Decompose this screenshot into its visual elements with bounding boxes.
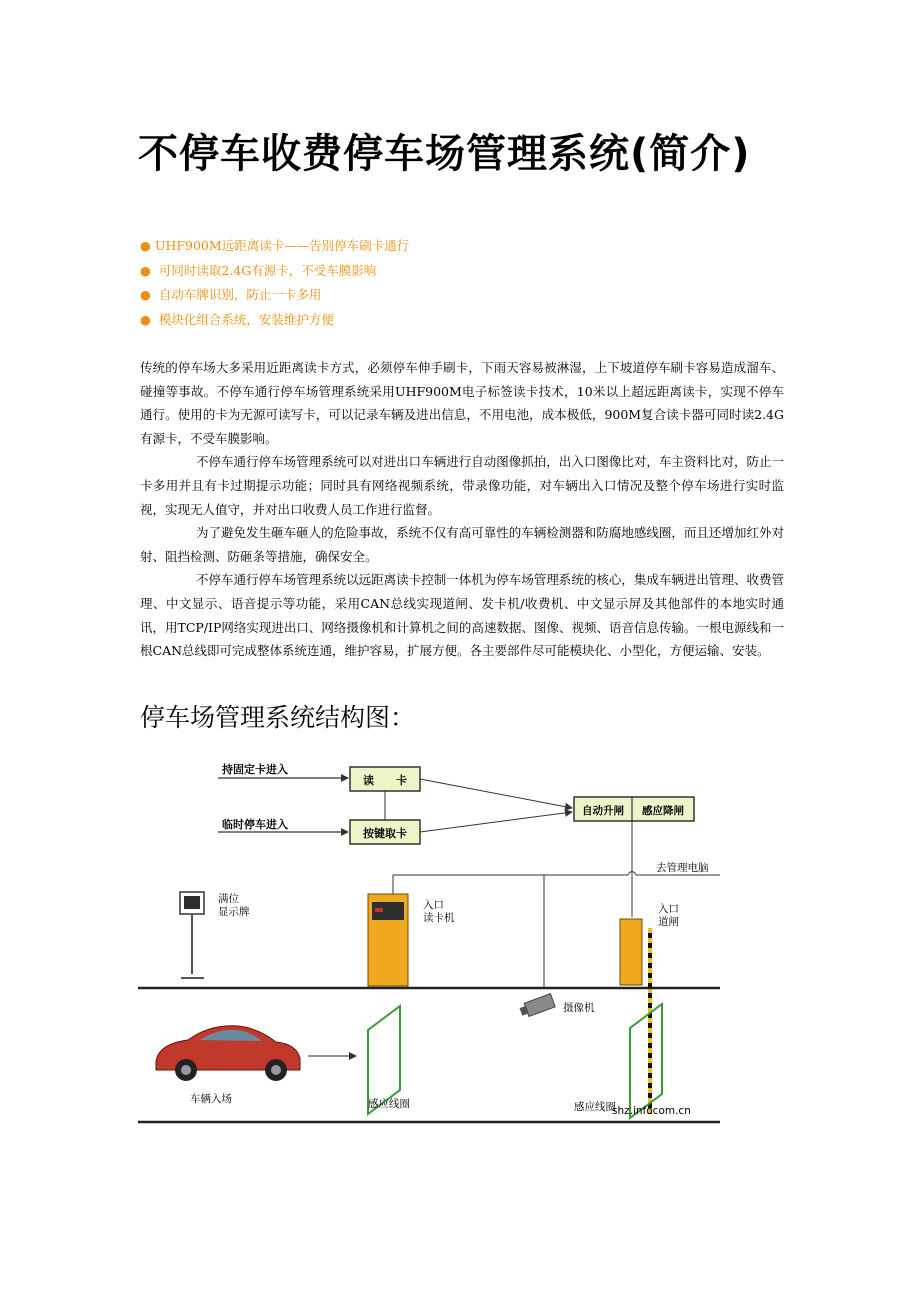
bullet-icon: ● (140, 238, 151, 253)
paragraph: 为了避免发生砸车砸人的危险事故，系统不仅有高可靠性的车辆检测器和防腐地感线圈，而且还增加红外对射、阻挡检测、防砸条等措施，确保安全。 (140, 525, 784, 564)
camera-label: 摄像机 (563, 1002, 595, 1014)
feature-item (140, 283, 409, 308)
structure-diagram (138, 752, 720, 1124)
paragraph: 不停车通行停车场管理系统以远距离读卡控制一体机为停车场管理系统的核心，集成车辆进出管理、收费管理、中文显示、语音提示等功能，采用CAN总线实现道闸、发卡机/收费机、中文显示屏及其他部件的本地实时通讯，用TCP/IP网络实现进出口、网络摄像机和计算机之间的高速数据、图像、视频、语音信息传输。一根电源线和一根CAN总线即可完成整体系统连通，维护容易，扩展方便。各主要部件尽可能模块化、小型化，方便运输、安装。 (140, 572, 784, 659)
auto-gate-label: 自动升闸 (582, 805, 624, 817)
entry-reader-label-2: 读卡机 (423, 912, 455, 924)
feature-item (140, 234, 409, 259)
bullet-icon: ● (140, 287, 151, 302)
section-heading: 停车场管理系统结构图： (140, 703, 416, 732)
page-title: 不停车收费停车场管理系统(简介) (138, 131, 751, 177)
camera-icon (518, 994, 555, 1019)
entry-gate-label-1: 入口 (658, 903, 679, 915)
full-sign-label-1: 满位 (218, 893, 239, 905)
read-card-label: 读 卡 (363, 774, 407, 787)
push-button-label: 按键取卡 (363, 827, 407, 840)
body-text (140, 356, 784, 663)
sense-gate-label: 感应降闸 (642, 805, 684, 817)
button-to-gate-arrow (420, 812, 572, 832)
loop-label-1: 感应线圈 (368, 1098, 410, 1110)
feature-item (140, 259, 409, 284)
induction-loop-2 (630, 1004, 662, 1118)
paragraph: 不停车通行停车场管理系统可以对进出口车辆进行自动图像抓拍，出入口图像比对，车主资料比对，防止一卡多用并且有卡过期提示功能；同时具有网络视频系统，带录像功能，对车辆出入口情况及整个停车场进行实时监视，实现无人值守，并对出口收费人员工作进行监督。 (140, 454, 784, 517)
fixed-card-label: 持固定卡进入 (222, 763, 288, 776)
temp-entry-label: 临时停车进入 (222, 818, 288, 831)
feature-text: UHF900M远距离读卡——告别停车刷卡通行 (154, 238, 410, 253)
bullet-icon: ● (140, 262, 151, 278)
feature-text: 可同时读取2.4G有源卡，不受车膜影响 (154, 262, 377, 278)
feature-item (140, 308, 409, 333)
full-sign-screen (184, 896, 200, 909)
vehicle-in-label: 车辆入场 (190, 1093, 232, 1105)
full-sign-label-2: 显示牌 (218, 906, 250, 918)
feature-text: 模块化组合系统，安装维护方便 (154, 311, 334, 327)
car-icon (156, 1026, 300, 1081)
to-pc-label: 去管理电脑 (656, 862, 709, 874)
entry-reader-light (375, 908, 383, 912)
feature-text: 自动车牌识别，防止一卡多用 (154, 287, 322, 302)
read-to-gate-arrow (420, 779, 572, 808)
watermark-text: shz.infocom.cn (612, 1105, 691, 1117)
entry-gate-icon (620, 919, 642, 985)
paragraph: 传统的停车场大多采用近距离读卡方式，必须停车伸手刷卡，下雨天容易被淋湿，上下坡道停车刷卡容易造成溜车、碰撞等事故。不停车通行停车场管理系统采用UHF900M电子标签读卡技术，10米以上超远距离读卡，实现不停车通行。使用的卡为无源可读写卡，可以记录车辆及进出信息，不用电池，成本极低，900M复合读卡器可同时读2.4G有源卡，不受车膜影响。 (140, 360, 784, 446)
entry-gate-label-2: 道闸 (658, 916, 679, 928)
entry-reader-label-1: 入口 (423, 899, 444, 911)
feature-list (140, 234, 409, 332)
loop-label-2: 感应线圈 (574, 1101, 616, 1113)
bullet-icon: ● (140, 311, 151, 327)
